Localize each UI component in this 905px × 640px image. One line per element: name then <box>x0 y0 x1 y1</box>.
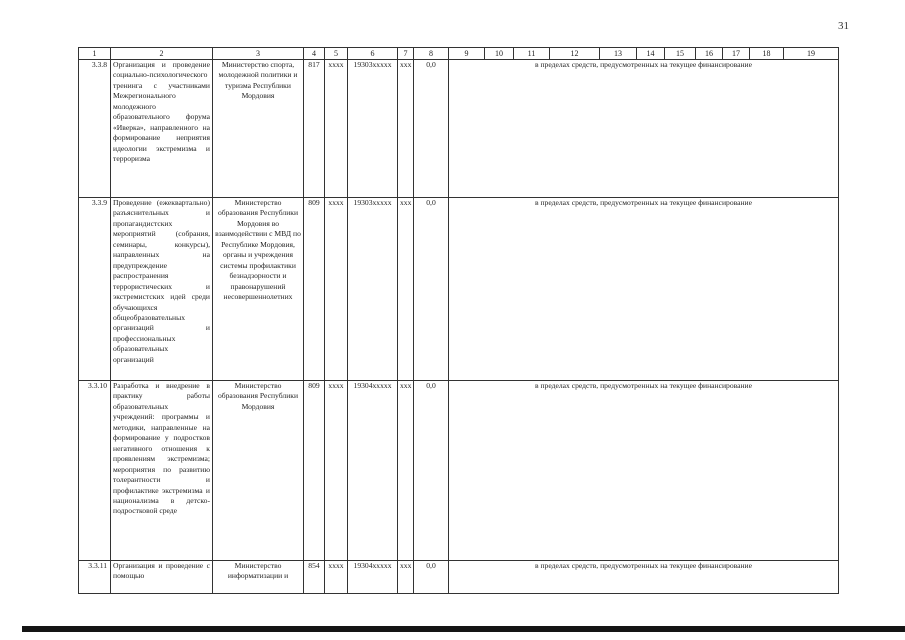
header-cell-2: 2 <box>111 48 213 60</box>
budget-code-col5: хххх <box>325 381 348 561</box>
header-cell-12: 12 <box>550 48 600 60</box>
header-cell-5: 5 <box>325 48 348 60</box>
funding-note: в пределах средств, предусмотренных на текущее финансирование <box>449 561 839 594</box>
executor: Министерство спорта, молодежной политики и туризма Республики Мордовия <box>213 60 304 198</box>
budget-code-col6: 19303ххххх <box>348 198 398 381</box>
row-number: 3.3.11 <box>79 561 111 594</box>
task-description: Организация и проведение с помощью <box>111 561 213 594</box>
header-cell-10: 10 <box>485 48 514 60</box>
header-cell-13: 13 <box>600 48 637 60</box>
row-number: 3.3.9 <box>79 198 111 381</box>
table-row <box>79 60 839 198</box>
budget-code-col5: хххх <box>325 198 348 381</box>
budget-code-col4: 817 <box>304 60 325 198</box>
header-cell-17: 17 <box>723 48 750 60</box>
table-row <box>79 561 839 594</box>
executor: Министерство образования Республики Мордовия <box>213 381 304 561</box>
table-row <box>79 198 839 381</box>
amount-col8: 0,0 <box>414 561 449 594</box>
header-cell-11: 11 <box>514 48 550 60</box>
row-number: 3.3.8 <box>79 60 111 198</box>
budget-code-col7: ххх <box>398 561 414 594</box>
header-cell-18: 18 <box>750 48 784 60</box>
budget-code-col4: 854 <box>304 561 325 594</box>
header-cell-3: 3 <box>213 48 304 60</box>
funding-note: в пределах средств, предусмотренных на текущее финансирование <box>449 381 839 561</box>
header-cell-1: 1 <box>79 48 111 60</box>
header-cell-7: 7 <box>398 48 414 60</box>
executor: Министерство информатизации и <box>213 561 304 594</box>
amount-col8: 0,0 <box>414 60 449 198</box>
scan-edge-bar <box>22 626 905 632</box>
header-cell-14: 14 <box>637 48 665 60</box>
page-number: 31 <box>838 20 849 32</box>
budget-code-col7: ххх <box>398 198 414 381</box>
header-cell-19: 19 <box>784 48 839 60</box>
table-row <box>79 381 839 561</box>
task-description: Проведение (ежеквартально) разъяснительных и пропагандистских мероприятий (собрания, семинары, конкурсы), направленных на предупреждение распространения террористических и экстремистских идей среди обучающихся общеобразовательных организаций и профессиональных образовательных организаций <box>111 198 213 381</box>
header-cell-15: 15 <box>665 48 696 60</box>
header-cell-16: 16 <box>696 48 723 60</box>
executor: Министерство образования Республики Мордовия во взаимодействии с МВД по Республике Мордовия, органы и учреждения системы профилактики безнадзорности и правонарушений несовершеннолетних <box>213 198 304 381</box>
header-cell-9: 9 <box>449 48 485 60</box>
amount-col8: 0,0 <box>414 381 449 561</box>
program-table <box>78 47 839 594</box>
funding-note: в пределах средств, предусмотренных на текущее финансирование <box>449 198 839 381</box>
header-cell-4: 4 <box>304 48 325 60</box>
budget-code-col7: ххх <box>398 60 414 198</box>
header-cell-6: 6 <box>348 48 398 60</box>
budget-code-col4: 809 <box>304 381 325 561</box>
budget-code-col5: хххх <box>325 60 348 198</box>
budget-code-col6: 19303ххххх <box>348 60 398 198</box>
funding-note: в пределах средств, предусмотренных на текущее финансирование <box>449 60 839 198</box>
budget-code-col4: 809 <box>304 198 325 381</box>
row-number: 3.3.10 <box>79 381 111 561</box>
task-description: Организация и проведение социально-психологического тренинга с участниками Межрегионального молодежного образовательного форума «Иверка», направленного на формирование неприятия идеологии экстремизма и терроризма <box>111 60 213 198</box>
budget-code-col7: ххх <box>398 381 414 561</box>
budget-code-col6: 19304ххххх <box>348 561 398 594</box>
amount-col8: 0,0 <box>414 198 449 381</box>
budget-code-col5: хххх <box>325 561 348 594</box>
task-description: Разработка и внедрение в практику работы образовательных учреждений: программы и методики, направленные на формирование у подростков негативного отношения к проявлениям экстремизма; мероприятия по развитию толерантности и профилактике экстремизма и национализма в детско-подростковой среде <box>111 381 213 561</box>
header-row <box>79 48 839 60</box>
budget-code-col6: 19304ххххх <box>348 381 398 561</box>
header-cell-8: 8 <box>414 48 449 60</box>
